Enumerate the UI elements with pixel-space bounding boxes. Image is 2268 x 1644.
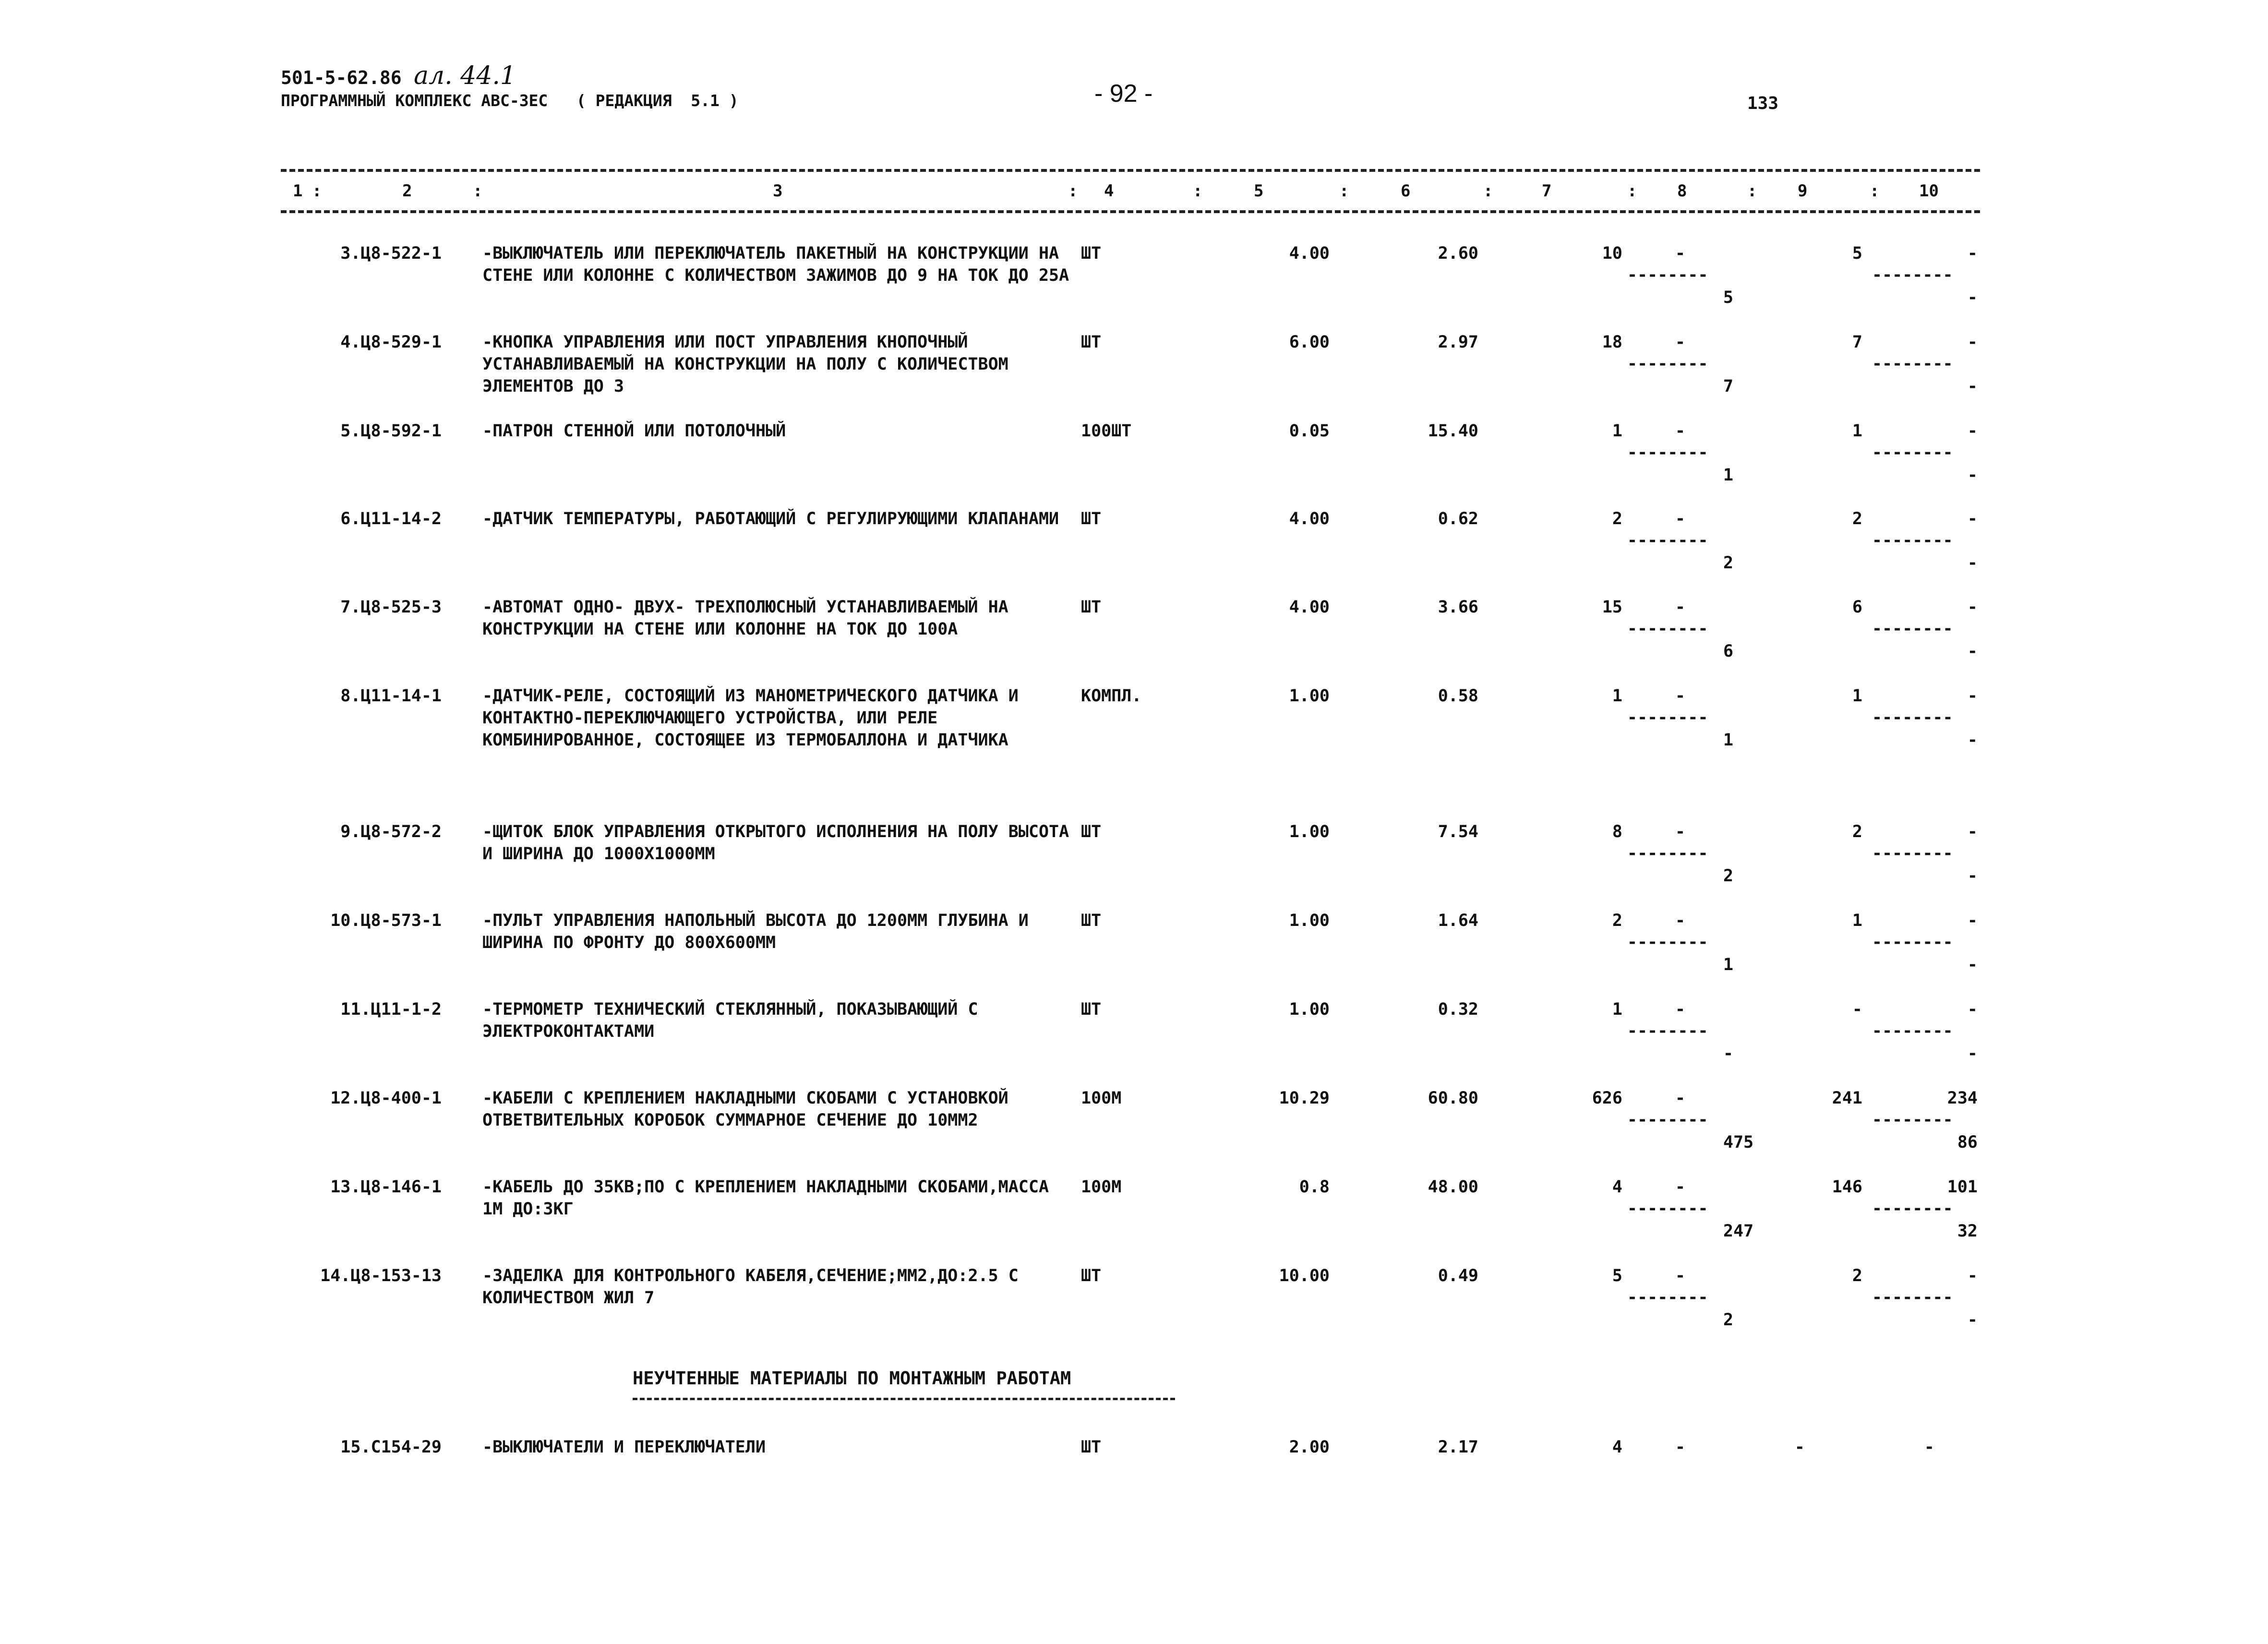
- row-description: -ВЫКЛЮЧАТЕЛЬ ИЛИ ПЕРЕКЛЮЧАТЕЛЬ ПАКЕТНЫЙ НА КОНСТРУКЦИИ НА СТЕНЕ ИЛИ КОЛОННЕ С КОЛИЧЕСТВОМ ЗАЖИМОВ ДО 9 НА ТОК ДО 25А: [482, 244, 1069, 285]
- final-row-col7: 4: [1612, 1438, 1622, 1457]
- row-col8-bottom: 1: [1723, 955, 1734, 974]
- row-description: -ПАТРОН СТЕННОЙ ИЛИ ПОТОЛОЧНЫЙ: [482, 421, 786, 441]
- row-col8-top: -: [1675, 822, 1686, 841]
- row-unit: ШТ: [1081, 1000, 1102, 1019]
- row-col10-bottom: -: [1967, 288, 1978, 307]
- column-number-10: 10: [1919, 181, 1939, 201]
- row-price: 3.66: [1438, 598, 1478, 617]
- row-col7: 2: [1612, 911, 1622, 930]
- fraction-line-col8: --------: [1627, 1199, 1708, 1218]
- fraction-line-col8: --------: [1627, 708, 1708, 727]
- row-col10-top: -: [1967, 598, 1978, 617]
- header-top-rule: [281, 169, 1980, 172]
- row-price: 7.54: [1438, 822, 1478, 841]
- row-col7: 1: [1612, 686, 1622, 706]
- row-col9: 6: [1852, 598, 1862, 617]
- row-col10-top: -: [1967, 333, 1978, 352]
- row-description: -КАБЕЛЬ ДО 35КВ;ПО С КРЕПЛЕНИЕМ НАКЛАДНЫМИ СКОБАМИ,МАССА 1М ДО:3КГ: [482, 1177, 1049, 1219]
- fraction-line-col8: --------: [1627, 619, 1708, 638]
- row-col10-bottom: 32: [1957, 1222, 1978, 1241]
- column-separator: :: [473, 181, 483, 201]
- row-col10-bottom: -: [1967, 466, 1978, 485]
- row-description: -ДАТЧИК ТЕМПЕРАТУРЫ, РАБОТАЮЩИЙ С РЕГУЛИРУЮЩИМИ КЛАПАНАМИ: [482, 509, 1059, 528]
- row-description: -ТЕРМОМЕТР ТЕХНИЧЕСКИЙ СТЕКЛЯННЫЙ, ПОКАЗЫВАЮЩИЙ С ЭЛЕКТРОКОНТАКТАМИ: [482, 1000, 978, 1041]
- row-col10-bottom: -: [1967, 553, 1978, 573]
- fraction-line-col10: --------: [1872, 933, 1953, 952]
- row-price: 0.32: [1438, 1000, 1478, 1019]
- fraction-line-col8: --------: [1627, 1021, 1708, 1041]
- row-price: 0.62: [1438, 509, 1478, 528]
- column-number-4: 4: [1104, 181, 1114, 201]
- row-unit: ШТ: [1081, 822, 1102, 841]
- page-number: - 92 -: [1094, 80, 1153, 108]
- row-code: 10.Ц8-573-1: [330, 911, 442, 930]
- row-code: 4.Ц8-529-1: [340, 333, 442, 352]
- row-col8-bottom: 5: [1723, 288, 1734, 307]
- row-col9: 1: [1852, 911, 1862, 930]
- row-price: 60.80: [1428, 1089, 1478, 1108]
- row-col9: 1: [1852, 686, 1862, 706]
- row-col10-top: -: [1967, 822, 1978, 841]
- row-price: 15.40: [1428, 421, 1478, 441]
- row-col10-top: -: [1967, 244, 1978, 263]
- row-description: -КНОПКА УПРАВЛЕНИЯ ИЛИ ПОСТ УПРАВЛЕНИЯ КНОПОЧНЫЙ УСТАНАВЛИВАЕМЫЙ НА КОНСТРУКЦИИ НА ПОЛУ С КОЛИЧЕСТВОМ ЭЛЕМЕНТОВ ДО 3: [482, 333, 1008, 396]
- fraction-line-col10: --------: [1872, 265, 1953, 285]
- row-unit: ШТ: [1081, 1266, 1102, 1285]
- fraction-line-col8: --------: [1627, 933, 1708, 952]
- row-quantity: 1.00: [1289, 686, 1330, 706]
- row-col7: 15: [1602, 598, 1622, 617]
- row-unit: ШТ: [1081, 509, 1102, 528]
- row-col8-bottom: 1: [1723, 731, 1734, 750]
- row-col8-bottom: 1: [1723, 466, 1734, 485]
- row-col10-bottom: -: [1967, 955, 1978, 974]
- row-unit: КОМПЛ.: [1081, 686, 1142, 706]
- column-separator: :: [1747, 181, 1757, 201]
- row-quantity: 0.8: [1299, 1177, 1330, 1197]
- fraction-line-col10: --------: [1872, 354, 1953, 373]
- row-col10-bottom: -: [1967, 731, 1978, 750]
- row-quantity: 4.00: [1289, 244, 1330, 263]
- fraction-line-col8: --------: [1627, 1110, 1708, 1129]
- row-col7: 2: [1612, 509, 1622, 528]
- row-col7: 10: [1602, 244, 1622, 263]
- row-quantity: 10.00: [1279, 1266, 1330, 1285]
- row-unit: ШТ: [1081, 911, 1102, 930]
- row-code: 5.Ц8-592-1: [340, 421, 442, 441]
- column-number-3: 3: [773, 181, 783, 201]
- row-price: 0.58: [1438, 686, 1478, 706]
- row-col8-top: -: [1675, 421, 1686, 441]
- final-row-description: -ВЫКЛЮЧАТЕЛИ И ПЕРЕКЛЮЧАТЕЛИ: [482, 1438, 766, 1457]
- row-code: 7.Ц8-525-3: [340, 598, 442, 617]
- row-col8-top: -: [1675, 686, 1686, 706]
- fraction-line-col10: --------: [1872, 708, 1953, 727]
- row-col10-top: -: [1967, 1000, 1978, 1019]
- row-col7: 8: [1612, 822, 1622, 841]
- row-col8-top: -: [1675, 244, 1686, 263]
- row-description: -ДАТЧИК-РЕЛЕ, СОСТОЯЩИЙ ИЗ МАНОМЕТРИЧЕСКОГО ДАТЧИКА И КОНТАКТНО-ПЕРЕКЛЮЧАЮЩЕГО УСТРОЙСТВА, ИЛИ РЕЛЕ КОМБИНИРОВАННОЕ, СОСТОЯЩЕЕ ИЗ ТЕРМОБАЛЛОНА И ДАТЧИКА: [482, 686, 1019, 750]
- final-row-quantity: 2.00: [1289, 1438, 1330, 1457]
- row-col9: -: [1852, 1000, 1862, 1019]
- column-separator: :: [312, 181, 322, 201]
- row-quantity: 1.00: [1289, 822, 1330, 841]
- row-unit: ШТ: [1081, 598, 1102, 617]
- row-col10-bottom: -: [1967, 642, 1978, 661]
- row-description: -ЩИТОК БЛОК УПРАВЛЕНИЯ ОТКРЫТОГО ИСПОЛНЕНИЯ НА ПОЛУ ВЫСОТА И ШИРИНА ДО 1000Х1000ММ: [482, 822, 1069, 864]
- fraction-line-col10: --------: [1872, 1288, 1953, 1307]
- row-col8-bottom: 475: [1723, 1133, 1754, 1152]
- fraction-line-col10: --------: [1872, 1199, 1953, 1218]
- document-code: 501-5-62.86: [281, 67, 402, 88]
- row-col8-top: -: [1675, 598, 1686, 617]
- fraction-line-col10: --------: [1872, 443, 1953, 462]
- row-col9: 2: [1852, 822, 1862, 841]
- fraction-line-col10: --------: [1872, 619, 1953, 638]
- row-price: 1.64: [1438, 911, 1478, 930]
- row-col9: 2: [1852, 509, 1862, 528]
- row-col10-top: -: [1967, 686, 1978, 706]
- row-col9: 241: [1832, 1089, 1862, 1108]
- row-col10-top: -: [1967, 509, 1978, 528]
- row-col8-top: -: [1675, 911, 1686, 930]
- final-row-col9: -: [1794, 1438, 1805, 1457]
- fraction-line-col8: --------: [1627, 1288, 1708, 1307]
- column-number-1: 1: [293, 181, 303, 201]
- row-description: -ПУЛЬТ УПРАВЛЕНИЯ НАПОЛЬНЫЙ ВЫСОТА ДО 1200ММ ГЛУБИНА И ШИРИНА ПО ФРОНТУ ДО 800Х600ММ: [482, 911, 1029, 952]
- column-separator: :: [1870, 181, 1880, 201]
- header-bottom-rule: [281, 210, 1980, 213]
- row-quantity: 10.29: [1279, 1089, 1330, 1108]
- row-unit: 100М: [1081, 1089, 1122, 1108]
- fraction-line-col10: --------: [1872, 844, 1953, 863]
- row-quantity: 0.05: [1289, 421, 1330, 441]
- row-col10-top: 234: [1947, 1089, 1978, 1108]
- row-quantity: 1.00: [1289, 1000, 1330, 1019]
- row-col8-top: -: [1675, 1089, 1686, 1108]
- handwritten-note: ал. 44.1: [414, 61, 516, 90]
- column-number-8: 8: [1677, 181, 1687, 201]
- column-separator: :: [1068, 181, 1078, 201]
- column-number-6: 6: [1401, 181, 1411, 201]
- fraction-line-col10: --------: [1872, 1110, 1953, 1129]
- row-col7: 4: [1612, 1177, 1622, 1197]
- row-quantity: 4.00: [1289, 598, 1330, 617]
- row-code: 6.Ц11-14-2: [340, 509, 442, 528]
- row-col10-bottom: -: [1967, 866, 1978, 886]
- row-code: 14.Ц8-153-13: [320, 1266, 442, 1285]
- fraction-line-col8: --------: [1627, 844, 1708, 863]
- row-col9: 146: [1832, 1177, 1862, 1197]
- row-unit: 100М: [1081, 1177, 1122, 1197]
- row-code: 3.Ц8-522-1: [340, 244, 442, 263]
- row-price: 0.49: [1438, 1266, 1478, 1285]
- row-quantity: 4.00: [1289, 509, 1330, 528]
- row-col7: 1: [1612, 1000, 1622, 1019]
- row-price: 48.00: [1428, 1177, 1478, 1197]
- column-separator: :: [1483, 181, 1493, 201]
- row-col8-bottom: -: [1723, 1044, 1734, 1063]
- row-unit: ШТ: [1081, 333, 1102, 352]
- row-col8-top: -: [1675, 1000, 1686, 1019]
- fraction-line-col8: --------: [1627, 443, 1708, 462]
- fraction-line-col10: --------: [1872, 1021, 1953, 1041]
- row-quantity: 1.00: [1289, 911, 1330, 930]
- row-col8-top: -: [1675, 333, 1686, 352]
- row-unit: ШТ: [1081, 244, 1102, 263]
- row-unit: 100ШТ: [1081, 421, 1132, 441]
- row-col8-top: -: [1675, 1177, 1686, 1197]
- row-code: 12.Ц8-400-1: [330, 1089, 442, 1108]
- row-col7: 18: [1602, 333, 1622, 352]
- row-code: 9.Ц8-572-2: [340, 822, 442, 841]
- fraction-line-col8: --------: [1627, 354, 1708, 373]
- row-col7: 5: [1612, 1266, 1622, 1285]
- row-col8-top: -: [1675, 509, 1686, 528]
- column-number-7: 7: [1542, 181, 1552, 201]
- row-col8-bottom: 247: [1723, 1222, 1754, 1241]
- final-row-price: 2.17: [1438, 1438, 1478, 1457]
- row-col8-bottom: 2: [1723, 553, 1734, 573]
- row-col8-top: -: [1675, 1266, 1686, 1285]
- column-number-5: 5: [1254, 181, 1264, 201]
- row-col7: 1: [1612, 421, 1622, 441]
- row-col8-bottom: 2: [1723, 866, 1734, 886]
- row-col9: 5: [1852, 244, 1862, 263]
- row-code: 11.Ц11-1-2: [340, 1000, 442, 1019]
- row-col10-top: -: [1967, 1266, 1978, 1285]
- row-description: -АВТОМАТ ОДНО- ДВУХ- ТРЕХПОЛЮСНЫЙ УСТАНАВЛИВАЕМЫЙ НА КОНСТРУКЦИИ НА СТЕНЕ ИЛИ КОЛОННЕ НА ТОК ДО 100А: [482, 598, 1008, 639]
- column-number-2: 2: [402, 181, 412, 201]
- row-price: 2.60: [1438, 244, 1478, 263]
- row-col8-bottom: 7: [1723, 377, 1734, 396]
- row-col10-bottom: -: [1967, 377, 1978, 396]
- sheet-number: 133: [1747, 94, 1779, 113]
- row-description: -КАБЕЛИ С КРЕПЛЕНИЕМ НАКЛАДНЫМИ СКОБАМИ С УСТАНОВКОЙ ОТВЕТВИТЕЛЬНЫХ КОРОБОК СУММАРНОЕ СЕЧЕНИЕ ДО 10ММ2: [482, 1089, 1008, 1130]
- row-col9: 2: [1852, 1266, 1862, 1285]
- fraction-line-col10: --------: [1872, 531, 1953, 550]
- column-separator: :: [1193, 181, 1203, 201]
- row-col9: 1: [1852, 421, 1862, 441]
- row-col7: 626: [1592, 1089, 1622, 1108]
- row-description: -ЗАДЕЛКА ДЛЯ КОНТРОЛЬНОГО КАБЕЛЯ,СЕЧЕНИЕ;ММ2,ДО:2.5 С КОЛИЧЕСТВОМ ЖИЛ 7: [482, 1266, 1019, 1308]
- row-price: 2.97: [1438, 333, 1478, 352]
- program-title: ПРОГРАММНЫЙ КОМПЛЕКС АВС-3ЕС ( РЕДАКЦИЯ 5.1 ): [281, 91, 739, 110]
- row-col10-bottom: -: [1967, 1310, 1978, 1330]
- row-col8-bottom: 6: [1723, 642, 1734, 661]
- row-code: 8.Ц11-14-1: [340, 686, 442, 706]
- row-col9: 7: [1852, 333, 1862, 352]
- final-row-unit: ШТ: [1081, 1438, 1102, 1457]
- column-number-9: 9: [1798, 181, 1808, 201]
- row-col10-top: 101: [1947, 1177, 1978, 1197]
- fraction-line-col8: --------: [1627, 265, 1708, 285]
- column-separator: :: [1339, 181, 1349, 201]
- row-col10-bottom: 86: [1957, 1133, 1978, 1152]
- section-underline: [633, 1398, 1175, 1400]
- fraction-line-col8: --------: [1627, 531, 1708, 550]
- column-separator: :: [1627, 181, 1637, 201]
- row-quantity: 6.00: [1289, 333, 1330, 352]
- final-row-code: 15.С154-29: [340, 1438, 442, 1457]
- row-code: 13.Ц8-146-1: [330, 1177, 442, 1197]
- section-title: НЕУЧТЕННЫЕ МАТЕРИАЛЫ ПО МОНТАЖНЫМ РАБОТАМ: [633, 1368, 1071, 1389]
- row-col10-top: -: [1967, 911, 1978, 930]
- row-col10-top: -: [1967, 421, 1978, 441]
- row-col10-bottom: -: [1967, 1044, 1978, 1063]
- row-col8-bottom: 2: [1723, 1310, 1734, 1330]
- final-row-col10: -: [1924, 1438, 1934, 1457]
- final-row-col8: -: [1675, 1438, 1686, 1457]
